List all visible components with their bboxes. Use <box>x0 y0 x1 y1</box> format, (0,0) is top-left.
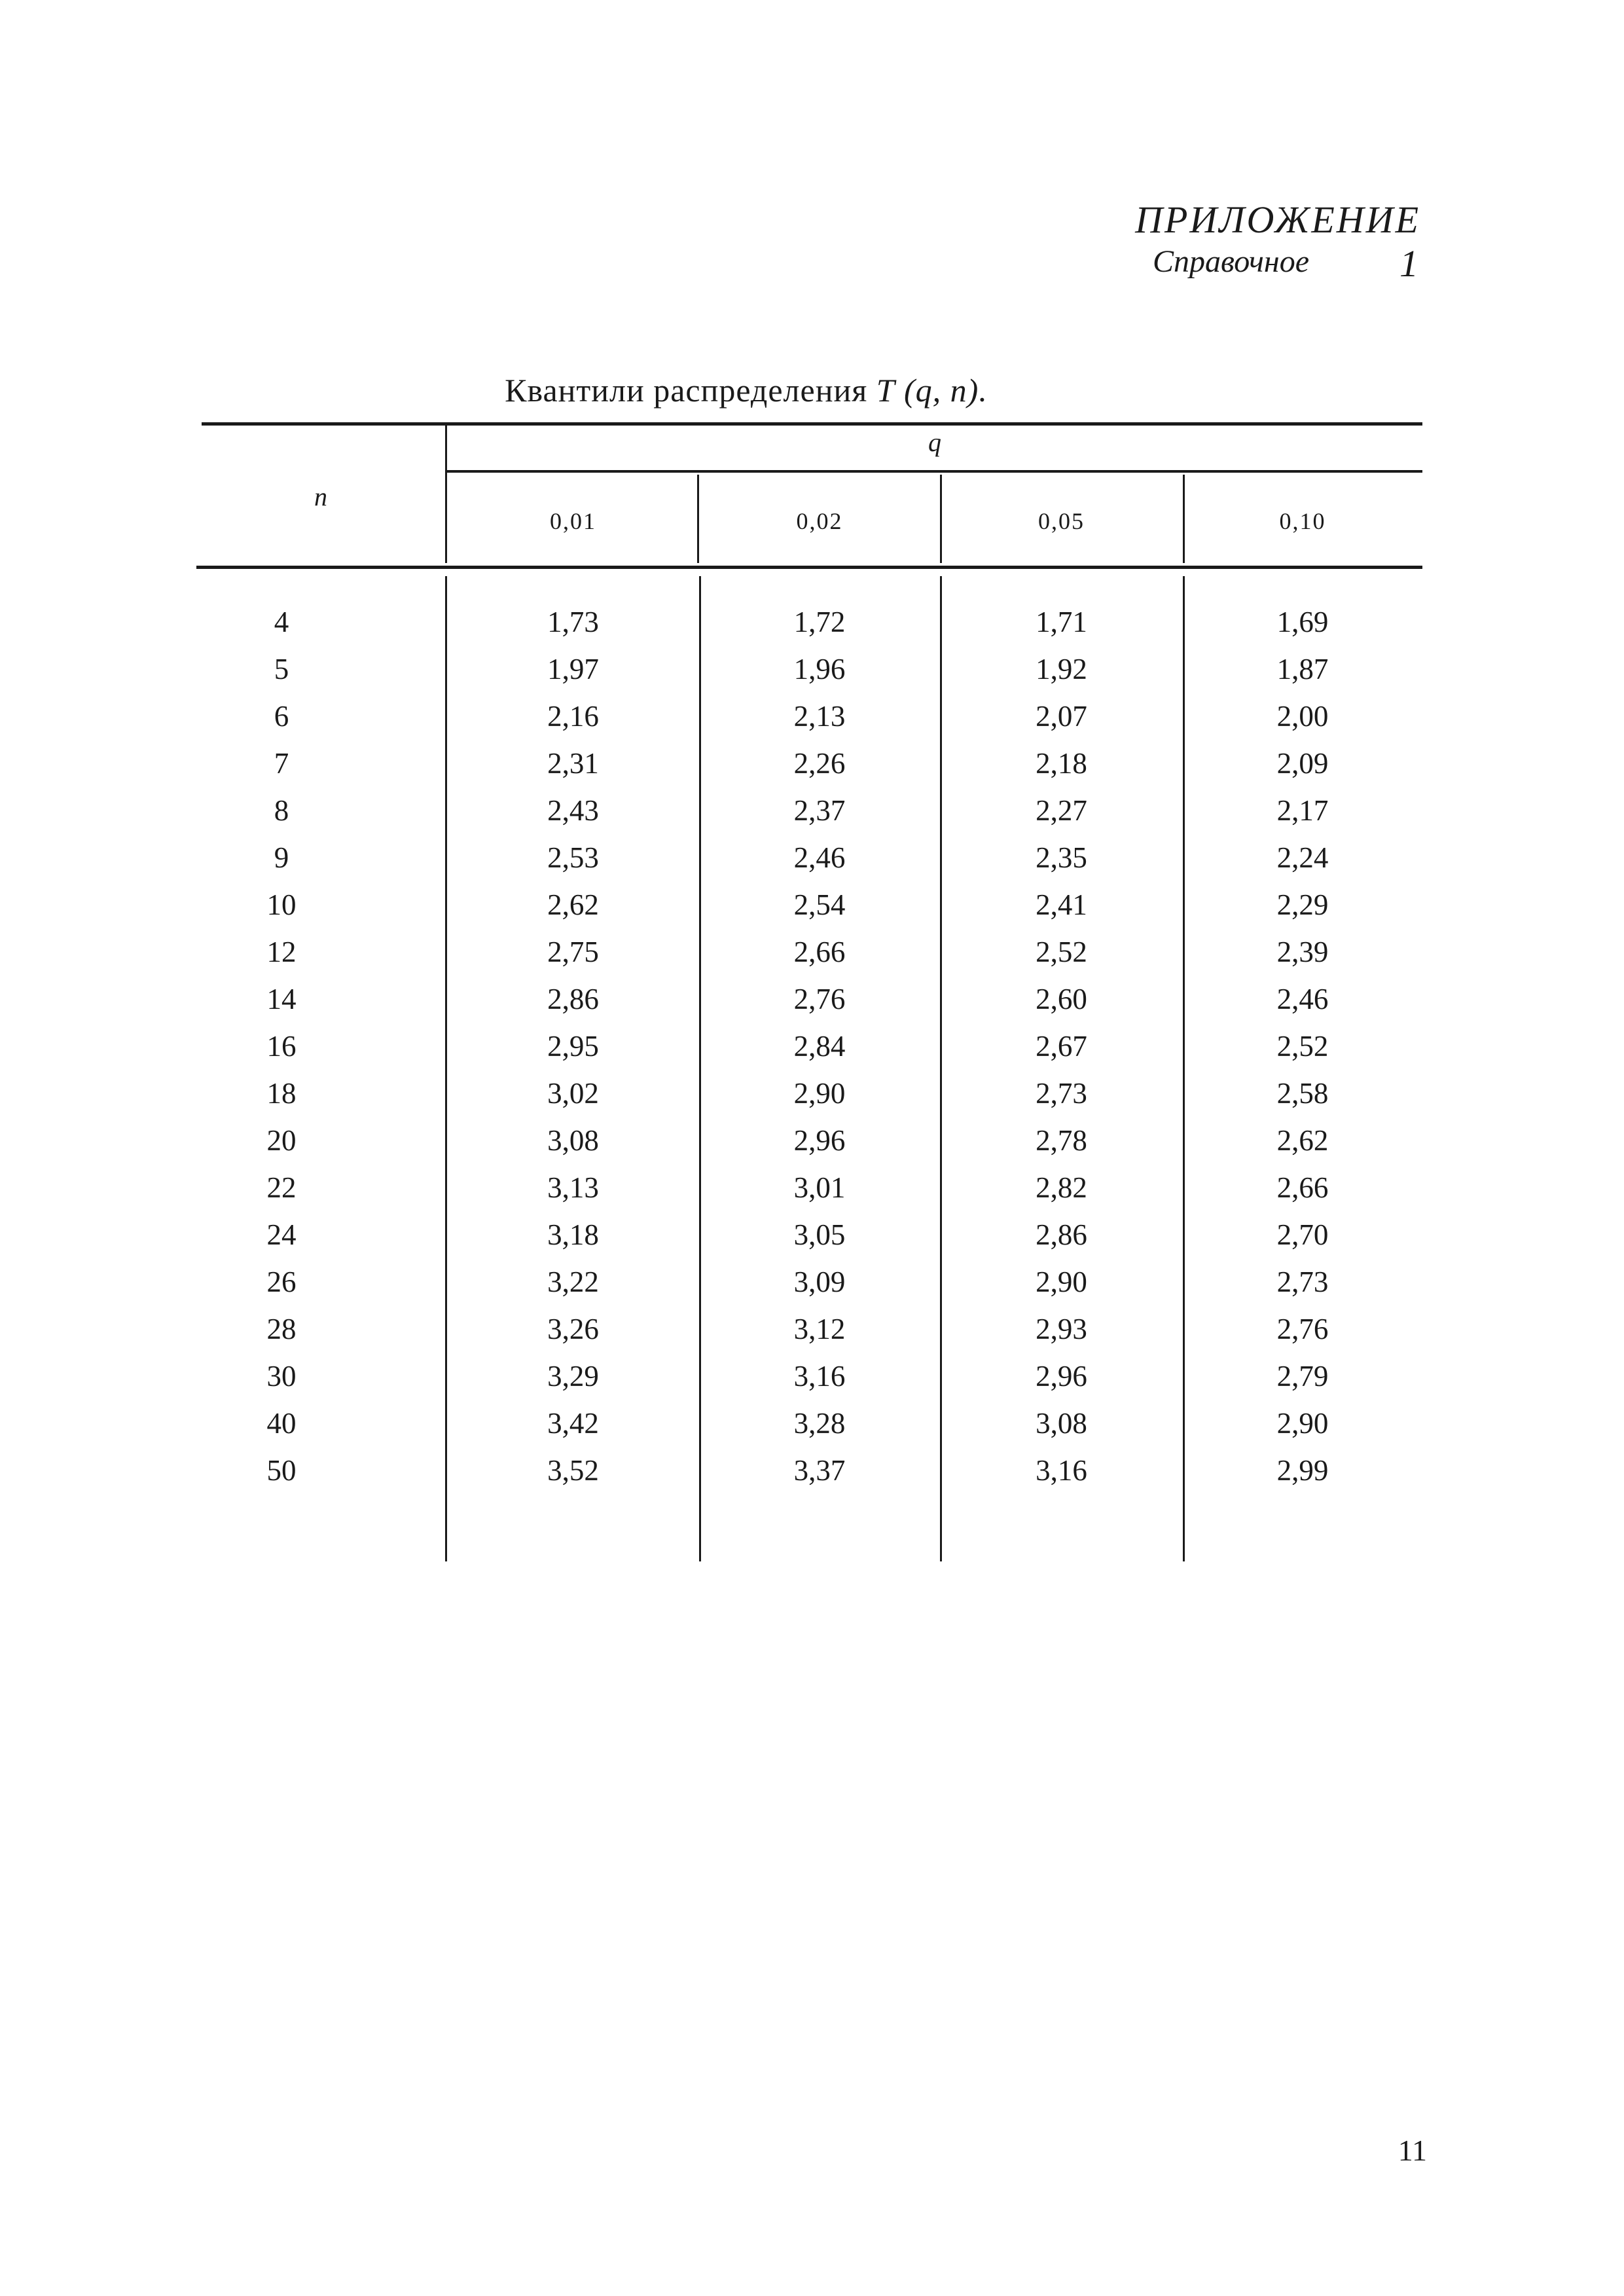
cell-value: 2,43 <box>547 794 599 827</box>
header-bottom-rule <box>196 566 1422 569</box>
table-top-rule <box>202 422 1422 426</box>
cell-n: 22 <box>266 1171 297 1204</box>
cell-n: 7 <box>274 747 289 780</box>
cell-value: 2,46 <box>793 841 846 874</box>
cell-value: 2,00 <box>1276 700 1329 733</box>
cell-value: 2,99 <box>1276 1454 1329 1487</box>
cell-n: 8 <box>274 794 289 827</box>
cell-n: 14 <box>266 983 297 1015</box>
cell-value: 2,53 <box>547 841 599 874</box>
cell-n: 9 <box>274 841 289 874</box>
header-col-1: 0,01 <box>550 508 596 534</box>
cell-value: 2,17 <box>1276 794 1329 827</box>
cell-value: 2,58 <box>1276 1077 1329 1110</box>
cell-value: 3,16 <box>1036 1454 1087 1487</box>
cell-value: 2,73 <box>1276 1266 1329 1298</box>
cell-value: 2,90 <box>1036 1266 1087 1298</box>
cell-value: 2,82 <box>1036 1171 1087 1204</box>
header-col-2: 0,02 <box>796 508 843 534</box>
cell-n: 40 <box>266 1407 297 1440</box>
cell-value: 2,93 <box>1036 1313 1087 1345</box>
cell-value: 2,90 <box>1276 1407 1329 1440</box>
cell-n: 24 <box>266 1218 297 1251</box>
cell-value: 2,18 <box>1036 747 1087 780</box>
cell-value: 1,69 <box>1276 606 1329 638</box>
cell-value: 2,67 <box>1036 1030 1087 1063</box>
cell-value: 3,28 <box>793 1407 846 1440</box>
caption-var: T <box>876 372 895 409</box>
table-caption <box>262 371 1231 409</box>
caption-args: (q, n). <box>904 372 988 409</box>
cell-value: 3,13 <box>547 1171 599 1204</box>
cell-n: 16 <box>266 1030 297 1063</box>
cell-value: 2,76 <box>793 983 846 1015</box>
cell-value: 2,76 <box>1276 1313 1329 1345</box>
appendix-subtitle: Справочное <box>1153 244 1309 279</box>
cell-value: 3,29 <box>547 1360 599 1393</box>
cell-value: 2,07 <box>1036 700 1087 733</box>
header-q: q <box>928 428 941 457</box>
page-number: 11 <box>1398 2134 1427 2167</box>
cell-value: 2,24 <box>1276 841 1329 874</box>
q-header-rule <box>447 470 1422 473</box>
cell-value: 2,54 <box>793 888 846 921</box>
cell-value: 2,66 <box>1276 1171 1329 1204</box>
cell-value: 2,96 <box>793 1124 846 1157</box>
cell-value: 3,18 <box>547 1218 599 1251</box>
cell-value: 2,66 <box>793 936 846 968</box>
cell-n: 6 <box>274 700 289 733</box>
cell-value: 2,62 <box>1276 1124 1329 1157</box>
cell-n: 20 <box>266 1124 297 1157</box>
cell-value: 3,05 <box>793 1218 846 1251</box>
cell-value: 3,26 <box>547 1313 599 1345</box>
cell-value: 1,71 <box>1036 606 1087 638</box>
caption-text: Квантили распределения <box>505 372 868 409</box>
cell-value: 1,96 <box>793 653 846 685</box>
cell-value: 3,02 <box>547 1077 599 1110</box>
cell-value: 3,08 <box>547 1124 599 1157</box>
cell-value: 2,62 <box>547 888 599 921</box>
cell-value: 2,78 <box>1036 1124 1087 1157</box>
header-col-4: 0,10 <box>1279 508 1326 534</box>
cell-value: 2,60 <box>1036 983 1087 1015</box>
cell-value: 2,75 <box>547 936 599 968</box>
cell-value: 2,84 <box>793 1030 846 1063</box>
cell-n: 50 <box>266 1454 297 1487</box>
cell-value: 2,29 <box>1276 888 1329 921</box>
cell-value: 2,52 <box>1036 936 1087 968</box>
cell-value: 2,13 <box>793 700 846 733</box>
cell-value: 3,12 <box>793 1313 846 1345</box>
cell-n: 30 <box>266 1360 297 1393</box>
cell-value: 3,01 <box>793 1171 846 1204</box>
cell-value: 2,31 <box>547 747 599 780</box>
cell-value: 2,09 <box>1276 747 1329 780</box>
cell-value: 3,22 <box>547 1266 599 1298</box>
cell-value: 2,46 <box>1276 983 1329 1015</box>
cell-value: 2,73 <box>1036 1077 1087 1110</box>
cell-value: 3,16 <box>793 1360 846 1393</box>
cell-value: 2,96 <box>1036 1360 1087 1393</box>
cell-value: 1,72 <box>793 606 846 638</box>
cell-value: 2,35 <box>1036 841 1087 874</box>
cell-value: 1,97 <box>547 653 599 685</box>
cell-value: 2,26 <box>793 747 846 780</box>
cell-value: 2,52 <box>1276 1030 1329 1063</box>
cell-value: 2,86 <box>1036 1218 1087 1251</box>
cell-value: 2,90 <box>793 1077 846 1110</box>
cell-n: 10 <box>266 888 297 921</box>
cell-n: 26 <box>266 1266 297 1298</box>
cell-value: 2,39 <box>1276 936 1329 968</box>
appendix-title: ПРИЛОЖЕНИЕ 1 <box>1135 198 1420 285</box>
cell-n: 12 <box>266 936 297 968</box>
cell-value: 3,08 <box>1036 1407 1087 1440</box>
header-n: n <box>314 482 327 511</box>
cell-value: 3,52 <box>547 1454 599 1487</box>
cell-value: 2,37 <box>793 794 846 827</box>
cell-value: 2,86 <box>547 983 599 1015</box>
cell-value: 1,92 <box>1036 653 1087 685</box>
cell-n: 5 <box>274 653 289 685</box>
cell-value: 2,41 <box>1036 888 1087 921</box>
cell-value: 2,27 <box>1036 794 1087 827</box>
cell-value: 2,95 <box>547 1030 599 1063</box>
cell-n: 4 <box>274 606 289 638</box>
cell-value: 3,37 <box>793 1454 846 1487</box>
cell-n: 18 <box>266 1077 297 1110</box>
header-col-3: 0,05 <box>1038 508 1085 534</box>
cell-value: 2,70 <box>1276 1218 1329 1251</box>
cell-value: 2,16 <box>547 700 599 733</box>
cell-value: 3,09 <box>793 1266 846 1298</box>
cell-value: 1,73 <box>547 606 599 638</box>
cell-n: 28 <box>266 1313 297 1345</box>
cell-value: 3,42 <box>547 1407 599 1440</box>
cell-value: 2,79 <box>1276 1360 1329 1393</box>
cell-value: 1,87 <box>1276 653 1329 685</box>
